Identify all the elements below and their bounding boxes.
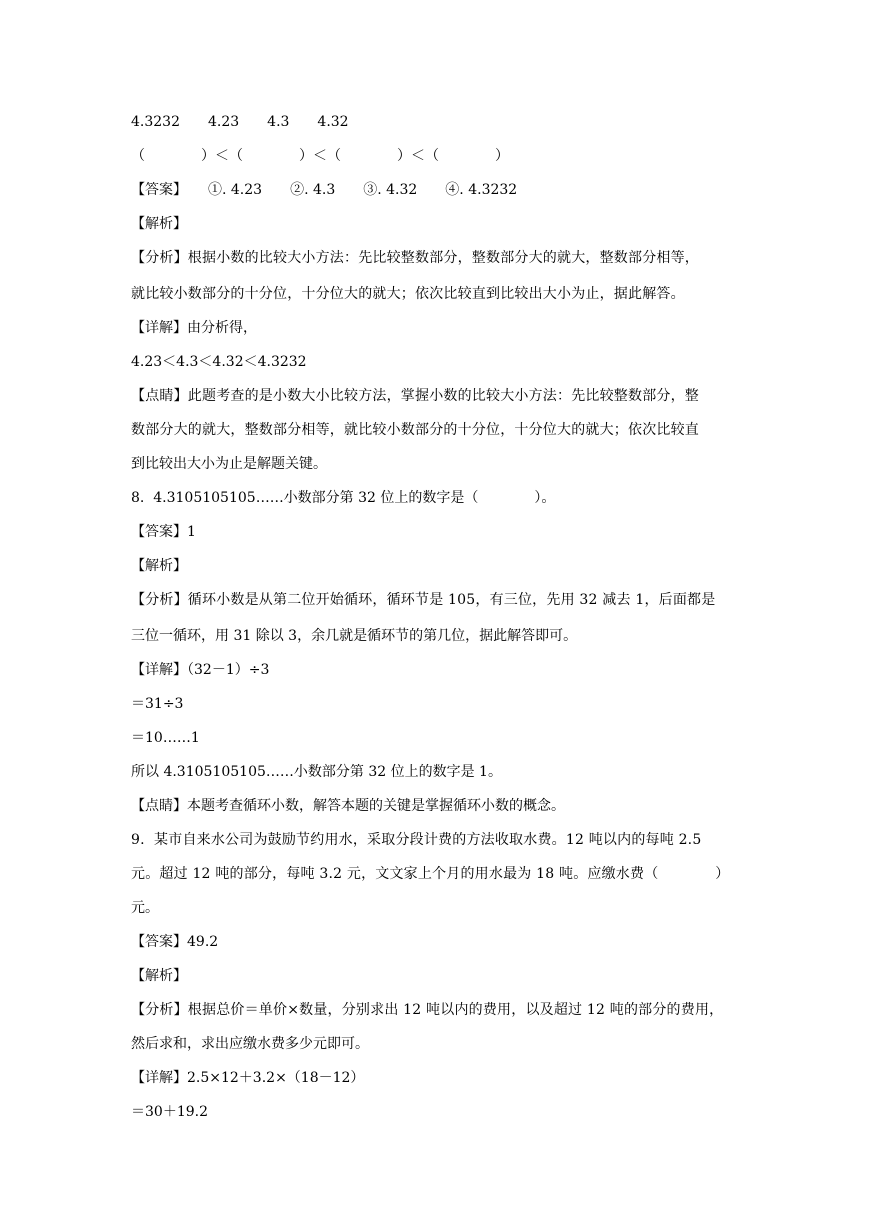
q9-fenxi-line-2: 然后求和，求出应缴水费多少元即可。 — [131, 1036, 369, 1052]
q8-question: 8. 4.3105105105……小数部分第 32 位上的数字是（ ）。 — [131, 490, 556, 506]
q9-analysis-label: 【解析】 — [131, 968, 187, 984]
q7-numbers: 4.3232 4.23 4.3 4.32 — [131, 114, 349, 130]
q8-step-1: ＝31÷3 — [131, 696, 184, 712]
q9-answer: 【答案】49.2 — [131, 934, 219, 950]
q7-result: 4.23＜4.3＜4.32＜4.3232 — [131, 354, 307, 370]
q8-analysis-label: 【解析】 — [131, 558, 187, 574]
q8-xiangjie: 【详解】（32－1）÷3 — [131, 662, 270, 678]
q7-xiangjie: 【详解】由分析得， — [131, 320, 257, 336]
q9-question-line-2: 元。超过 12 吨的部分，每吨 3.2 元，文文家上个月的用水最为 18 吨。应缴水费（ ） — [131, 866, 730, 882]
q7-dianjing-line-1: 【点睛】此题考查的是小数大小比较方法，掌握小数的比较大小方法：先比较整数部分，整 — [131, 388, 699, 404]
q7-fenxi-line-2: 就比较小数部分的十分位，十分位大的就大；依次比较直到比较出大小为止，据此解答。 — [131, 286, 685, 302]
q9-question-line-3: 元。 — [131, 900, 159, 916]
q7-analysis-label: 【解析】 — [131, 216, 187, 232]
q8-dianjing: 【点睛】本题考查循环小数，解答本题的关键是掌握循环小数的概念。 — [131, 798, 565, 814]
q8-answer: 【答案】1 — [131, 524, 196, 540]
q9-xiangjie: 【详解】2.5×12＋3.2×（18－12） — [131, 1070, 365, 1086]
q8-conclusion: 所以 4.3105105105……小数部分第 32 位上的数字是 1。 — [131, 764, 502, 780]
q7-fenxi-line-1: 【分析】根据小数的比较大小方法：先比较整数部分，整数部分大的就大，整数部分相等， — [131, 250, 699, 266]
q9-step-1: ＝30＋19.2 — [131, 1104, 208, 1120]
q8-fenxi-line-2: 三位一循环，用 31 除以 3，余几就是循环节的第几位，据此解答即可。 — [131, 628, 578, 644]
q7-dianjing-line-2: 数部分大的就大，整数部分相等，就比较小数部分的十分位，十分位大的就大；依次比较直 — [131, 422, 699, 438]
q8-fenxi-line-1: 【分析】循环小数是从第二位开始循环，循环节是 105，有三位，先用 32 减去 1，后面都是 — [131, 592, 716, 608]
q7-dianjing-line-3: 到比较出大小为止是解题关键。 — [131, 456, 327, 472]
q9-fenxi-line-1: 【分析】根据总价＝单价×数量，分别求出 12 吨以内的费用，以及超过 12 吨的部分的费用， — [131, 1002, 724, 1018]
q9-question-line-1: 9. 某市自来水公司为鼓励节约用水，采取分段计费的方法收取水费。12 吨以内的每吨 2.5 — [131, 832, 702, 848]
q8-step-2: ＝10……1 — [131, 730, 200, 746]
q7-blanks: （ ）＜（ ）＜（ ）＜（ ） — [131, 148, 509, 164]
q7-answer: 【答案】 ①. 4.23 ②. 4.3 ③. 4.32 ④. 4.3232 — [131, 182, 518, 198]
